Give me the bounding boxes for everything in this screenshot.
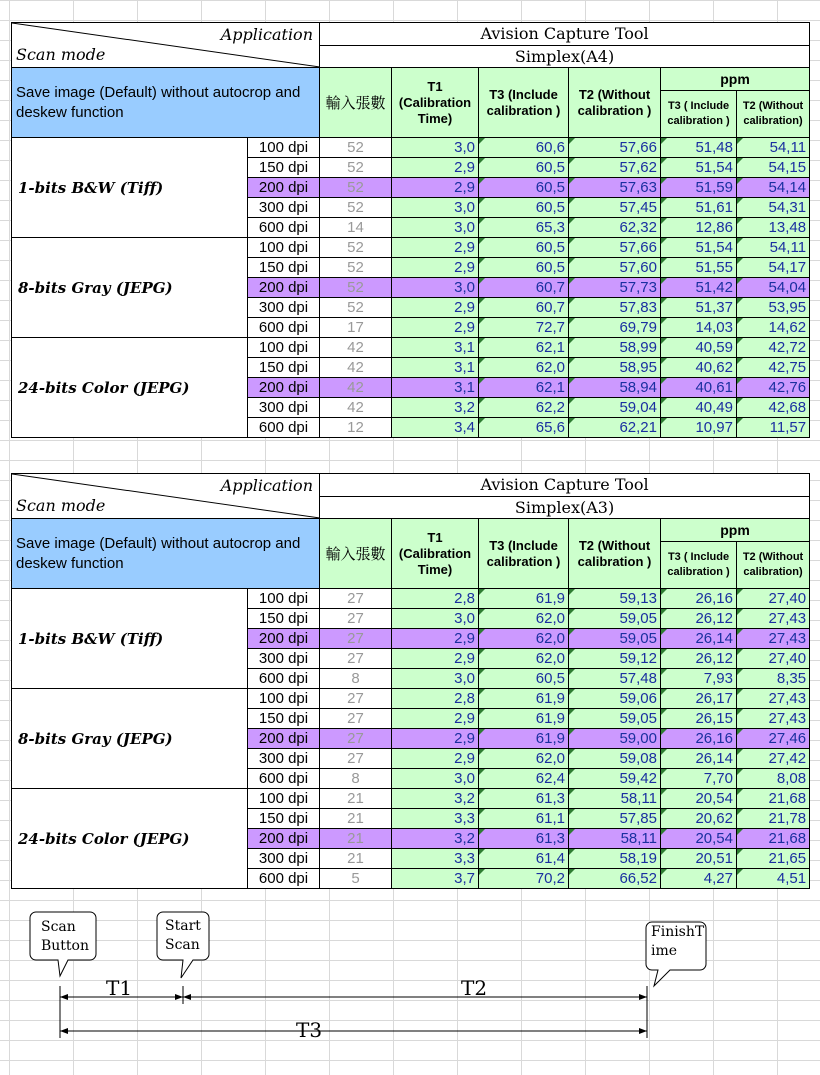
t1-cell: 2,9: [392, 629, 479, 649]
t1-cell: 3,0: [392, 198, 479, 218]
t1-cell: 2,9: [392, 258, 479, 278]
ppm-t2-cell: 11,57: [737, 418, 810, 438]
ppm-t2-cell: 54,04: [737, 278, 810, 298]
t3-cell: 60,5: [479, 198, 569, 218]
t1-cell: 2,9: [392, 158, 479, 178]
t2-cell: 59,05: [569, 609, 661, 629]
t1-cell: 3,3: [392, 849, 479, 869]
t1-cell: 2,8: [392, 589, 479, 609]
count-cell: 5: [320, 869, 392, 889]
t3-cell: 61,9: [479, 589, 569, 609]
ppm-t2-cell: 14,62: [737, 318, 810, 338]
ppm-t3-cell: 51,42: [661, 278, 737, 298]
ppm-t3-cell: 26,16: [661, 589, 737, 609]
t1-header: T1 (Calibration Time): [392, 519, 479, 589]
t3-cell: 62,0: [479, 358, 569, 378]
scan-mode-group: 8-bits Gray (JEPG): [12, 689, 248, 789]
save-image-label: Save image (Default) without autocrop and deskew function: [12, 519, 320, 589]
t1-cell: 3,3: [392, 809, 479, 829]
t1-cell: 3,0: [392, 769, 479, 789]
count-cell: 52: [320, 238, 392, 258]
app-name: Avision Capture Tool: [320, 474, 810, 497]
t2-cell: 58,11: [569, 789, 661, 809]
t2-cell: 58,99: [569, 338, 661, 358]
scan-button-text: [41, 918, 89, 956]
t2-cell: 58,11: [569, 829, 661, 849]
application-label: Application: [220, 476, 313, 495]
ppm-t3-cell: 26,17: [661, 689, 737, 709]
ppm-t2-cell: 21,68: [737, 789, 810, 809]
t2-cell: 57,73: [569, 278, 661, 298]
t3-cell: 60,6: [479, 138, 569, 158]
t2-cell: 69,79: [569, 318, 661, 338]
dpi-cell: 150 dpi: [248, 258, 320, 278]
mode-name: Simplex(A4): [320, 45, 810, 68]
application-label: Application: [220, 25, 313, 44]
ppm-t3-cell: 20,51: [661, 849, 737, 869]
t2-header: T2 (Without calibration ): [569, 68, 661, 138]
t3-cell: 60,5: [479, 158, 569, 178]
ppm-t3-cell: 20,62: [661, 809, 737, 829]
ppm-t3-cell: 40,59: [661, 338, 737, 358]
ppm-t2-cell: 27,40: [737, 649, 810, 669]
ppm-t3-cell: 10,97: [661, 418, 737, 438]
t2-cell: 58,94: [569, 378, 661, 398]
t2-cell: 59,05: [569, 629, 661, 649]
t3-cell: 61,4: [479, 849, 569, 869]
t3-cell: 61,9: [479, 689, 569, 709]
ppm-t3-cell: 26,16: [661, 729, 737, 749]
count-cell: 52: [320, 198, 392, 218]
t1-cell: 2,9: [392, 709, 479, 729]
t1-cell: 3,1: [392, 358, 479, 378]
t1-cell: 2,9: [392, 178, 479, 198]
t3-label: T3: [296, 1018, 323, 1042]
t2-cell: 57,66: [569, 238, 661, 258]
count-cell: 12: [320, 418, 392, 438]
t3-cell: 62,4: [479, 769, 569, 789]
t3-cell: 61,9: [479, 729, 569, 749]
ppm-header: ppm: [661, 68, 810, 91]
app-name: Avision Capture Tool: [320, 23, 810, 46]
dpi-cell: 150 dpi: [248, 809, 320, 829]
t3-cell: 62,2: [479, 398, 569, 418]
scan-mode-group: 8-bits Gray (JEPG): [12, 238, 248, 338]
timing-diagram: [0, 890, 820, 1070]
ppm-t3-cell: 51,37: [661, 298, 737, 318]
t1-cell: 3,1: [392, 338, 479, 358]
ppm-t2-cell: 27,43: [737, 689, 810, 709]
t1-cell: 3,0: [392, 218, 479, 238]
count-cell: 27: [320, 609, 392, 629]
count-cell: 27: [320, 689, 392, 709]
t3-cell: 60,7: [479, 298, 569, 318]
start-scan-text: [165, 917, 201, 955]
count-cell: 52: [320, 298, 392, 318]
ppm-t3-cell: 51,61: [661, 198, 737, 218]
scan-mode-group: 24-bits Color (JEPG): [12, 789, 248, 889]
scan-mode-label: Scan mode: [16, 496, 106, 515]
ppm-t2-header: T2 (Without calibration): [737, 542, 810, 589]
t2-cell: 59,42: [569, 769, 661, 789]
t1-cell: 3,0: [392, 669, 479, 689]
ppm-t2-cell: 27,40: [737, 589, 810, 609]
t2-cell: 62,21: [569, 418, 661, 438]
ppm-t2-cell: 21,78: [737, 809, 810, 829]
count-cell: 42: [320, 358, 392, 378]
t3-cell: 65,6: [479, 418, 569, 438]
t2-cell: 57,48: [569, 669, 661, 689]
t3-header: T3 (Include calibration ): [479, 68, 569, 138]
table-a3: [11, 473, 809, 889]
dpi-cell: 200 dpi: [248, 629, 320, 649]
ppm-t2-cell: 54,17: [737, 258, 810, 278]
ppm-t3-cell: 51,54: [661, 158, 737, 178]
t1-cell: 2,9: [392, 749, 479, 769]
t2-cell: 66,52: [569, 869, 661, 889]
ppm-t3-header: T3 ( Include calibration ): [661, 542, 737, 589]
count-cell: 21: [320, 849, 392, 869]
count-cell: 27: [320, 729, 392, 749]
t1-cell: 3,0: [392, 138, 479, 158]
ppm-t2-cell: 54,11: [737, 238, 810, 258]
t1-cell: 3,7: [392, 869, 479, 889]
t2-cell: 57,60: [569, 258, 661, 278]
dpi-cell: 600 dpi: [248, 318, 320, 338]
count-header: 輸入張數: [320, 68, 392, 138]
scan-button-line1: Scan: [41, 919, 76, 935]
t2-header: T2 (Without calibration ): [569, 519, 661, 589]
scan-mode-label: Scan mode: [16, 45, 106, 64]
t3-cell: 60,7: [479, 278, 569, 298]
dpi-cell: 600 dpi: [248, 218, 320, 238]
dpi-cell: 150 dpi: [248, 158, 320, 178]
t1-cell: 3,4: [392, 418, 479, 438]
ppm-t3-cell: 7,93: [661, 669, 737, 689]
t3-cell: 72,7: [479, 318, 569, 338]
count-cell: 27: [320, 589, 392, 609]
ppm-t2-cell: 21,65: [737, 849, 810, 869]
dpi-cell: 150 dpi: [248, 358, 320, 378]
count-cell: 52: [320, 178, 392, 198]
ppm-t3-cell: 26,12: [661, 609, 737, 629]
dpi-cell: 100 dpi: [248, 589, 320, 609]
t2-cell: 58,19: [569, 849, 661, 869]
count-cell: 27: [320, 709, 392, 729]
ppm-t3-cell: 4,27: [661, 869, 737, 889]
table-row: [12, 689, 810, 709]
t1-cell: 2,8: [392, 689, 479, 709]
t1-cell: 3,2: [392, 829, 479, 849]
ppm-t2-cell: 42,75: [737, 358, 810, 378]
ppm-t3-cell: 51,54: [661, 238, 737, 258]
count-cell: 42: [320, 378, 392, 398]
count-cell: 21: [320, 829, 392, 849]
count-cell: 21: [320, 789, 392, 809]
t3-cell: 62,1: [479, 338, 569, 358]
t2-cell: 57,63: [569, 178, 661, 198]
dpi-cell: 600 dpi: [248, 418, 320, 438]
count-cell: 14: [320, 218, 392, 238]
t2-cell: 57,45: [569, 198, 661, 218]
ppm-t2-cell: 4,51: [737, 869, 810, 889]
t1-cell: 2,9: [392, 729, 479, 749]
ppm-t2-cell: 27,43: [737, 709, 810, 729]
ppm-t3-header: T3 ( Include calibration ): [661, 91, 737, 138]
dpi-cell: 200 dpi: [248, 729, 320, 749]
ppm-t2-cell: 54,14: [737, 178, 810, 198]
t2-cell: 62,32: [569, 218, 661, 238]
ppm-t3-cell: 51,48: [661, 138, 737, 158]
dpi-cell: 100 dpi: [248, 338, 320, 358]
dpi-cell: 300 dpi: [248, 849, 320, 869]
t3-header: T3 (Include calibration ): [479, 519, 569, 589]
ppm-t2-cell: 42,72: [737, 338, 810, 358]
table-a4: [11, 22, 809, 438]
count-cell: 52: [320, 158, 392, 178]
table-row: [12, 589, 810, 609]
t1-cell: 3,2: [392, 789, 479, 809]
ppm-t3-cell: 51,55: [661, 258, 737, 278]
ppm-t3-cell: 20,54: [661, 829, 737, 849]
results-table-a3: [11, 473, 810, 889]
ppm-t2-cell: 53,95: [737, 298, 810, 318]
table-row: [12, 789, 810, 809]
t2-cell: 57,83: [569, 298, 661, 318]
count-cell: 52: [320, 258, 392, 278]
t2-cell: 57,85: [569, 809, 661, 829]
t2-cell: 59,06: [569, 689, 661, 709]
t2-cell: 59,08: [569, 749, 661, 769]
dpi-cell: 150 dpi: [248, 609, 320, 629]
ppm-t3-cell: 26,14: [661, 749, 737, 769]
t1-cell: 3,0: [392, 278, 479, 298]
t1-cell: 3,2: [392, 398, 479, 418]
dpi-cell: 300 dpi: [248, 298, 320, 318]
t1-cell: 3,0: [392, 609, 479, 629]
scan-mode-group: 1-bits B&W (Tiff): [12, 589, 248, 689]
dpi-cell: 100 dpi: [248, 238, 320, 258]
t2-cell: 58,95: [569, 358, 661, 378]
dpi-cell: 300 dpi: [248, 198, 320, 218]
t1-cell: 2,9: [392, 238, 479, 258]
dpi-cell: 200 dpi: [248, 829, 320, 849]
ppm-t3-cell: 40,62: [661, 358, 737, 378]
results-table-a4: [11, 22, 810, 438]
count-cell: 52: [320, 278, 392, 298]
t2-cell: 59,13: [569, 589, 661, 609]
ppm-t2-cell: 42,68: [737, 398, 810, 418]
scan-mode-group: 24-bits Color (JEPG): [12, 338, 248, 438]
ppm-t3-cell: 26,14: [661, 629, 737, 649]
t3-cell: 62,0: [479, 749, 569, 769]
t3-cell: 62,0: [479, 629, 569, 649]
dpi-cell: 600 dpi: [248, 669, 320, 689]
t3-cell: 62,0: [479, 649, 569, 669]
dpi-cell: 600 dpi: [248, 869, 320, 889]
ppm-t2-cell: 27,43: [737, 609, 810, 629]
count-cell: 52: [320, 138, 392, 158]
scan-mode-group: 1-bits B&W (Tiff): [12, 138, 248, 238]
save-image-label: Save image (Default) without autocrop and deskew function: [12, 68, 320, 138]
dpi-cell: 200 dpi: [248, 378, 320, 398]
ppm-t3-cell: 40,49: [661, 398, 737, 418]
t3-cell: 62,1: [479, 378, 569, 398]
t3-cell: 70,2: [479, 869, 569, 889]
t3-cell: 62,0: [479, 609, 569, 629]
ppm-t2-header: T2 (Without calibration): [737, 91, 810, 138]
count-cell: 27: [320, 629, 392, 649]
ppm-t3-cell: 12,86: [661, 218, 737, 238]
count-cell: 21: [320, 809, 392, 829]
finish-time-line1: FinishT: [651, 924, 705, 940]
t1-header: T1 (Calibration Time): [392, 68, 479, 138]
dpi-cell: 600 dpi: [248, 769, 320, 789]
ppm-t2-cell: 8,35: [737, 669, 810, 689]
ppm-header: ppm: [661, 519, 810, 542]
t3-cell: 65,3: [479, 218, 569, 238]
dpi-cell: 100 dpi: [248, 138, 320, 158]
dpi-cell: 100 dpi: [248, 789, 320, 809]
count-cell: 42: [320, 338, 392, 358]
dpi-cell: 300 dpi: [248, 649, 320, 669]
finish-time-text: [651, 923, 704, 961]
t3-cell: 60,5: [479, 669, 569, 689]
count-cell: 17: [320, 318, 392, 338]
ppm-t3-cell: 20,54: [661, 789, 737, 809]
t2-cell: 57,66: [569, 138, 661, 158]
ppm-t2-cell: 27,42: [737, 749, 810, 769]
table-row: [12, 138, 810, 158]
ppm-t3-cell: 26,15: [661, 709, 737, 729]
t1-cell: 2,9: [392, 649, 479, 669]
ppm-t2-cell: 27,43: [737, 629, 810, 649]
ppm-t2-cell: 13,48: [737, 218, 810, 238]
t2-cell: 59,05: [569, 709, 661, 729]
header-diagonal-cell: [12, 474, 320, 519]
t3-cell: 60,5: [479, 258, 569, 278]
t3-cell: 60,5: [479, 238, 569, 258]
count-cell: 27: [320, 749, 392, 769]
dpi-cell: 100 dpi: [248, 689, 320, 709]
finish-time-line2: ime: [651, 943, 678, 959]
header-diagonal-cell: [12, 23, 320, 68]
count-cell: 8: [320, 669, 392, 689]
ppm-t3-cell: 51,59: [661, 178, 737, 198]
t2-cell: 59,12: [569, 649, 661, 669]
t3-cell: 61,1: [479, 809, 569, 829]
t2-cell: 59,04: [569, 398, 661, 418]
table-row: [12, 338, 810, 358]
dpi-cell: 150 dpi: [248, 709, 320, 729]
dpi-cell: 300 dpi: [248, 398, 320, 418]
t1-cell: 2,9: [392, 318, 479, 338]
ppm-t2-cell: 54,31: [737, 198, 810, 218]
count-header: 輸入張數: [320, 519, 392, 589]
count-cell: 42: [320, 398, 392, 418]
dpi-cell: 200 dpi: [248, 178, 320, 198]
ppm-t2-cell: 54,11: [737, 138, 810, 158]
t1-cell: 3,1: [392, 378, 479, 398]
dpi-cell: 300 dpi: [248, 749, 320, 769]
ppm-t3-cell: 26,12: [661, 649, 737, 669]
count-cell: 8: [320, 769, 392, 789]
t2-cell: 57,62: [569, 158, 661, 178]
t2-label: T2: [461, 976, 488, 1000]
table-row: [12, 238, 810, 258]
start-scan-line1: Start: [165, 918, 201, 934]
mode-name: Simplex(A3): [320, 496, 810, 519]
ppm-t2-cell: 21,68: [737, 829, 810, 849]
ppm-t2-cell: 8,08: [737, 769, 810, 789]
scan-button-line2: Button: [41, 938, 90, 954]
t3-cell: 61,9: [479, 709, 569, 729]
dpi-cell: 200 dpi: [248, 278, 320, 298]
ppm-t3-cell: 14,03: [661, 318, 737, 338]
start-scan-line2: Scan: [165, 937, 200, 953]
t2-cell: 59,00: [569, 729, 661, 749]
count-cell: 27: [320, 649, 392, 669]
ppm-t2-cell: 27,46: [737, 729, 810, 749]
ppm-t2-cell: 54,15: [737, 158, 810, 178]
ppm-t2-cell: 42,76: [737, 378, 810, 398]
ppm-t3-cell: 7,70: [661, 769, 737, 789]
t1-cell: 2,9: [392, 298, 479, 318]
t3-cell: 60,5: [479, 178, 569, 198]
t3-cell: 61,3: [479, 829, 569, 849]
t1-label: T1: [106, 976, 133, 1000]
ppm-t3-cell: 40,61: [661, 378, 737, 398]
t3-cell: 61,3: [479, 789, 569, 809]
